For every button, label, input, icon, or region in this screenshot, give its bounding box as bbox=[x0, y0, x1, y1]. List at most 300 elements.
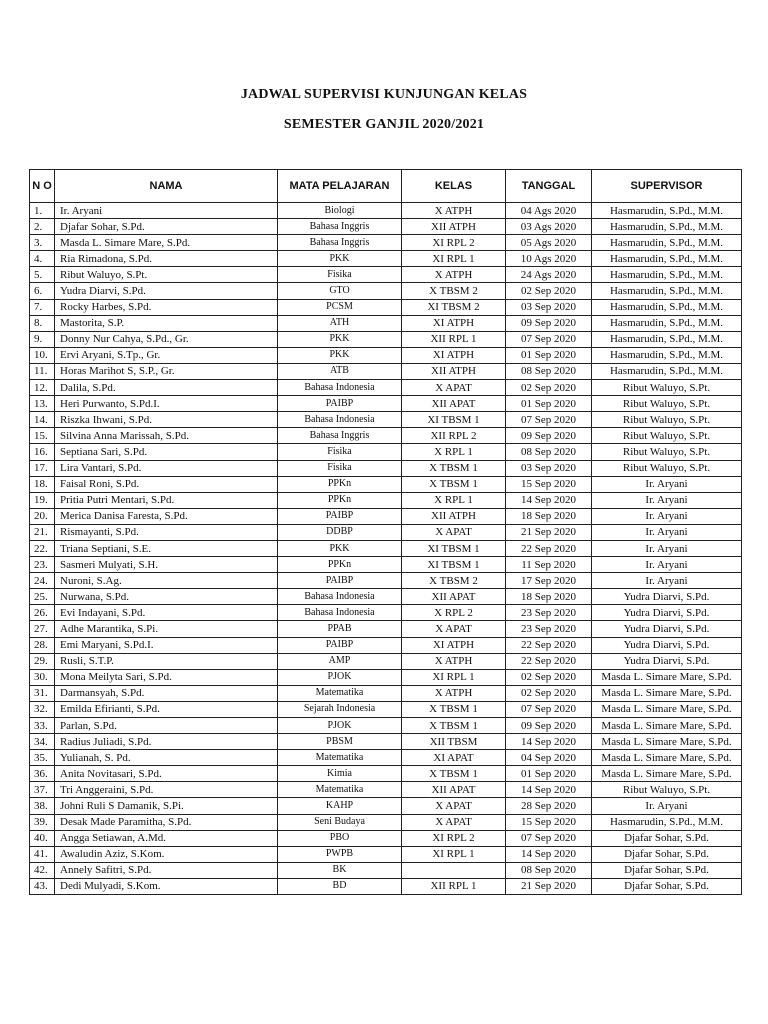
cell-kelas: XI TBSM 1 bbox=[402, 412, 506, 428]
table-body bbox=[30, 203, 742, 895]
cell-supervisor: Djafar Sohar, S.Pd. bbox=[592, 878, 742, 894]
cell-mata-pelajaran: PAIBP bbox=[278, 637, 402, 653]
cell-tanggal: 14 Sep 2020 bbox=[506, 734, 592, 750]
cell-mata-pelajaran: PJOK bbox=[278, 669, 402, 685]
table-row bbox=[30, 605, 742, 621]
table-row bbox=[30, 476, 742, 492]
cell-mata-pelajaran: PKK bbox=[278, 540, 402, 556]
cell-nama: Ir. Aryani bbox=[55, 203, 278, 219]
cell-supervisor: Hasmarudin, S.Pd., M.M. bbox=[592, 299, 742, 315]
cell-no: 5. bbox=[30, 267, 55, 283]
cell-supervisor: Hasmarudin, S.Pd., M.M. bbox=[592, 203, 742, 219]
cell-kelas: X APAT bbox=[402, 524, 506, 540]
header-supervisor: SUPERVISOR bbox=[592, 170, 742, 203]
cell-kelas: X APAT bbox=[402, 814, 506, 830]
cell-kelas: XII ATPH bbox=[402, 508, 506, 524]
cell-supervisor: Djafar Sohar, S.Pd. bbox=[592, 846, 742, 862]
cell-mata-pelajaran: BD bbox=[278, 878, 402, 894]
cell-mata-pelajaran: PPKn bbox=[278, 476, 402, 492]
cell-mata-pelajaran: Matematika bbox=[278, 750, 402, 766]
cell-kelas: X ATPH bbox=[402, 203, 506, 219]
table-row bbox=[30, 878, 742, 894]
table-row bbox=[30, 412, 742, 428]
table-row bbox=[30, 557, 742, 573]
cell-nama: Heri Purwanto, S.Pd.I. bbox=[55, 396, 278, 412]
cell-kelas: X TBSM 1 bbox=[402, 766, 506, 782]
cell-nama: Yulianah, S. Pd. bbox=[55, 750, 278, 766]
table-row bbox=[30, 299, 742, 315]
cell-supervisor: Yudra Diarvi, S.Pd. bbox=[592, 621, 742, 637]
cell-no: 3. bbox=[30, 235, 55, 251]
cell-supervisor: Masda L. Simare Mare, S.Pd. bbox=[592, 766, 742, 782]
cell-supervisor: Ribut Waluyo, S.Pt. bbox=[592, 782, 742, 798]
table-row bbox=[30, 685, 742, 701]
table-row bbox=[30, 315, 742, 331]
table-row bbox=[30, 540, 742, 556]
cell-supervisor: Masda L. Simare Mare, S.Pd. bbox=[592, 701, 742, 717]
cell-nama: Mona Meilyta Sari, S.Pd. bbox=[55, 669, 278, 685]
cell-supervisor: Hasmarudin, S.Pd., M.M. bbox=[592, 814, 742, 830]
table-row bbox=[30, 573, 742, 589]
cell-kelas: XI RPL 1 bbox=[402, 846, 506, 862]
table-row bbox=[30, 508, 742, 524]
cell-nama: Djafar Sohar, S.Pd. bbox=[55, 219, 278, 235]
cell-kelas bbox=[402, 862, 506, 878]
cell-nama: Ria Rimadona, S.Pd. bbox=[55, 251, 278, 267]
cell-nama: Dalila, S.Pd. bbox=[55, 380, 278, 396]
cell-mata-pelajaran: PAIBP bbox=[278, 396, 402, 412]
cell-no: 25. bbox=[30, 589, 55, 605]
cell-kelas: XI RPL 1 bbox=[402, 669, 506, 685]
cell-no: 23. bbox=[30, 557, 55, 573]
table-row bbox=[30, 235, 742, 251]
cell-no: 9. bbox=[30, 331, 55, 347]
cell-nama: Ervi Aryani, S.Tp., Gr. bbox=[55, 347, 278, 363]
cell-nama: Donny Nur Cahya, S.Pd., Gr. bbox=[55, 331, 278, 347]
cell-tanggal: 02 Sep 2020 bbox=[506, 283, 592, 299]
table-row bbox=[30, 734, 742, 750]
table-row bbox=[30, 766, 742, 782]
cell-nama: Darmansyah, S.Pd. bbox=[55, 685, 278, 701]
cell-nama: Desak Made Paramitha, S.Pd. bbox=[55, 814, 278, 830]
cell-no: 4. bbox=[30, 251, 55, 267]
cell-kelas: X APAT bbox=[402, 798, 506, 814]
cell-kelas: XI RPL 1 bbox=[402, 251, 506, 267]
table-row bbox=[30, 460, 742, 476]
table-row bbox=[30, 219, 742, 235]
cell-no: 26. bbox=[30, 605, 55, 621]
cell-supervisor: Ribut Waluyo, S.Pt. bbox=[592, 428, 742, 444]
cell-mata-pelajaran: PAIBP bbox=[278, 573, 402, 589]
cell-supervisor: Yudra Diarvi, S.Pd. bbox=[592, 605, 742, 621]
cell-nama: Nurwana, S.Pd. bbox=[55, 589, 278, 605]
cell-nama: Faisal Roni, S.Pd. bbox=[55, 476, 278, 492]
cell-nama: Pritia Putri Mentari, S.Pd. bbox=[55, 492, 278, 508]
table-row bbox=[30, 830, 742, 846]
cell-tanggal: 08 Sep 2020 bbox=[506, 862, 592, 878]
cell-mata-pelajaran: Bahasa Indonesia bbox=[278, 412, 402, 428]
cell-mata-pelajaran: Bahasa Indonesia bbox=[278, 589, 402, 605]
cell-nama: Emilda Efirianti, S.Pd. bbox=[55, 701, 278, 717]
cell-tanggal: 10 Ags 2020 bbox=[506, 251, 592, 267]
cell-nama: Ribut Waluyo, S.Pt. bbox=[55, 267, 278, 283]
table-row bbox=[30, 750, 742, 766]
cell-supervisor: Ir. Aryani bbox=[592, 573, 742, 589]
cell-tanggal: 02 Sep 2020 bbox=[506, 380, 592, 396]
cell-supervisor: Hasmarudin, S.Pd., M.M. bbox=[592, 267, 742, 283]
cell-no: 34. bbox=[30, 734, 55, 750]
cell-kelas: XI ATPH bbox=[402, 315, 506, 331]
cell-nama: Annely Safitri, S.Pd. bbox=[55, 862, 278, 878]
cell-no: 19. bbox=[30, 492, 55, 508]
cell-kelas: X APAT bbox=[402, 380, 506, 396]
table-row bbox=[30, 283, 742, 299]
cell-mata-pelajaran: GTO bbox=[278, 283, 402, 299]
table-row bbox=[30, 669, 742, 685]
cell-supervisor: Ir. Aryani bbox=[592, 524, 742, 540]
cell-tanggal: 09 Sep 2020 bbox=[506, 315, 592, 331]
cell-nama: Radius Juliadi, S.Pd. bbox=[55, 734, 278, 750]
cell-tanggal: 21 Sep 2020 bbox=[506, 878, 592, 894]
header-mata-pelajaran: MATA PELAJARAN bbox=[278, 170, 402, 203]
cell-tanggal: 07 Sep 2020 bbox=[506, 701, 592, 717]
cell-no: 2. bbox=[30, 219, 55, 235]
cell-tanggal: 15 Sep 2020 bbox=[506, 476, 592, 492]
cell-mata-pelajaran: Fisika bbox=[278, 460, 402, 476]
cell-tanggal: 03 Sep 2020 bbox=[506, 299, 592, 315]
cell-supervisor: Ribut Waluyo, S.Pt. bbox=[592, 412, 742, 428]
cell-mata-pelajaran: AMP bbox=[278, 653, 402, 669]
cell-no: 32. bbox=[30, 701, 55, 717]
cell-supervisor: Djafar Sohar, S.Pd. bbox=[592, 862, 742, 878]
cell-nama: Parlan, S.Pd. bbox=[55, 718, 278, 734]
cell-nama: Silvina Anna Marissah, S.Pd. bbox=[55, 428, 278, 444]
table-row bbox=[30, 814, 742, 830]
cell-mata-pelajaran: ATH bbox=[278, 315, 402, 331]
cell-kelas: XII RPL 2 bbox=[402, 428, 506, 444]
cell-nama: Septiana Sari, S.Pd. bbox=[55, 444, 278, 460]
cell-tanggal: 03 Ags 2020 bbox=[506, 219, 592, 235]
cell-kelas: XI RPL 2 bbox=[402, 830, 506, 846]
cell-no: 13. bbox=[30, 396, 55, 412]
cell-kelas: X RPL 1 bbox=[402, 492, 506, 508]
cell-mata-pelajaran: Bahasa Inggris bbox=[278, 219, 402, 235]
cell-no: 43. bbox=[30, 878, 55, 894]
cell-no: 29. bbox=[30, 653, 55, 669]
cell-mata-pelajaran: DDBP bbox=[278, 524, 402, 540]
cell-no: 14. bbox=[30, 412, 55, 428]
cell-tanggal: 23 Sep 2020 bbox=[506, 605, 592, 621]
cell-no: 24. bbox=[30, 573, 55, 589]
cell-kelas: XII APAT bbox=[402, 396, 506, 412]
supervision-schedule-table bbox=[29, 169, 742, 895]
cell-supervisor: Masda L. Simare Mare, S.Pd. bbox=[592, 669, 742, 685]
cell-nama: Mastorita, S.P. bbox=[55, 315, 278, 331]
cell-tanggal: 24 Ags 2020 bbox=[506, 267, 592, 283]
cell-mata-pelajaran: Sejarah Indonesia bbox=[278, 701, 402, 717]
cell-tanggal: 18 Sep 2020 bbox=[506, 508, 592, 524]
cell-no: 35. bbox=[30, 750, 55, 766]
cell-kelas: XI ATPH bbox=[402, 347, 506, 363]
cell-supervisor: Yudra Diarvi, S.Pd. bbox=[592, 637, 742, 653]
cell-nama: Rocky Harbes, S.Pd. bbox=[55, 299, 278, 315]
cell-tanggal: 07 Sep 2020 bbox=[506, 331, 592, 347]
cell-supervisor: Masda L. Simare Mare, S.Pd. bbox=[592, 685, 742, 701]
cell-nama: Masda L. Simare Mare, S.Pd. bbox=[55, 235, 278, 251]
cell-supervisor: Hasmarudin, S.Pd., M.M. bbox=[592, 251, 742, 267]
cell-nama: Tri Anggeraini, S.Pd. bbox=[55, 782, 278, 798]
cell-no: 42. bbox=[30, 862, 55, 878]
cell-supervisor: Hasmarudin, S.Pd., M.M. bbox=[592, 331, 742, 347]
cell-tanggal: 14 Sep 2020 bbox=[506, 846, 592, 862]
cell-kelas: XII RPL 1 bbox=[402, 331, 506, 347]
cell-no: 1. bbox=[30, 203, 55, 219]
cell-kelas: X TBSM 1 bbox=[402, 718, 506, 734]
table-row bbox=[30, 331, 742, 347]
cell-no: 22. bbox=[30, 540, 55, 556]
table-row bbox=[30, 621, 742, 637]
cell-mata-pelajaran: PWPB bbox=[278, 846, 402, 862]
cell-mata-pelajaran: PKK bbox=[278, 251, 402, 267]
cell-kelas: XII TBSM bbox=[402, 734, 506, 750]
cell-supervisor: Ir. Aryani bbox=[592, 508, 742, 524]
cell-mata-pelajaran: PPKn bbox=[278, 557, 402, 573]
table-row bbox=[30, 428, 742, 444]
cell-kelas: XI RPL 2 bbox=[402, 235, 506, 251]
cell-tanggal: 08 Sep 2020 bbox=[506, 363, 592, 379]
table-row bbox=[30, 701, 742, 717]
cell-mata-pelajaran: BK bbox=[278, 862, 402, 878]
cell-mata-pelajaran: Bahasa Inggris bbox=[278, 428, 402, 444]
cell-kelas: XII APAT bbox=[402, 589, 506, 605]
cell-tanggal: 03 Sep 2020 bbox=[506, 460, 592, 476]
cell-kelas: X ATPH bbox=[402, 653, 506, 669]
cell-tanggal: 14 Sep 2020 bbox=[506, 492, 592, 508]
cell-mata-pelajaran: PKK bbox=[278, 347, 402, 363]
cell-supervisor: Masda L. Simare Mare, S.Pd. bbox=[592, 734, 742, 750]
cell-tanggal: 22 Sep 2020 bbox=[506, 540, 592, 556]
cell-mata-pelajaran: PCSM bbox=[278, 299, 402, 315]
cell-tanggal: 07 Sep 2020 bbox=[506, 412, 592, 428]
cell-no: 41. bbox=[30, 846, 55, 862]
cell-tanggal: 11 Sep 2020 bbox=[506, 557, 592, 573]
cell-no: 30. bbox=[30, 669, 55, 685]
cell-mata-pelajaran: Kimia bbox=[278, 766, 402, 782]
cell-supervisor: Hasmarudin, S.Pd., M.M. bbox=[592, 283, 742, 299]
cell-nama: Horas Marihot S, S.P., Gr. bbox=[55, 363, 278, 379]
cell-tanggal: 28 Sep 2020 bbox=[506, 798, 592, 814]
cell-kelas: X TBSM 2 bbox=[402, 283, 506, 299]
cell-tanggal: 02 Sep 2020 bbox=[506, 669, 592, 685]
cell-tanggal: 07 Sep 2020 bbox=[506, 830, 592, 846]
table-row bbox=[30, 589, 742, 605]
table-row bbox=[30, 862, 742, 878]
cell-tanggal: 22 Sep 2020 bbox=[506, 653, 592, 669]
cell-supervisor: Yudra Diarvi, S.Pd. bbox=[592, 653, 742, 669]
cell-nama: Awaludin Aziz, S.Kom. bbox=[55, 846, 278, 862]
cell-nama: Rismayanti, S.Pd. bbox=[55, 524, 278, 540]
cell-kelas: X TBSM 1 bbox=[402, 476, 506, 492]
table-row bbox=[30, 524, 742, 540]
cell-nama: Lira Vantari, S.Pd. bbox=[55, 460, 278, 476]
cell-supervisor: Hasmarudin, S.Pd., M.M. bbox=[592, 315, 742, 331]
table-row bbox=[30, 798, 742, 814]
cell-nama: Sasmeri Mulyati, S.H. bbox=[55, 557, 278, 573]
cell-kelas: X RPL 2 bbox=[402, 605, 506, 621]
cell-no: 7. bbox=[30, 299, 55, 315]
cell-kelas: X TBSM 1 bbox=[402, 701, 506, 717]
cell-nama: Johni Ruli S Damanik, S.Pi. bbox=[55, 798, 278, 814]
cell-supervisor: Hasmarudin, S.Pd., M.M. bbox=[592, 347, 742, 363]
cell-mata-pelajaran: Bahasa Indonesia bbox=[278, 380, 402, 396]
cell-no: 21. bbox=[30, 524, 55, 540]
cell-mata-pelajaran: PPKn bbox=[278, 492, 402, 508]
cell-kelas: XII ATPH bbox=[402, 219, 506, 235]
cell-mata-pelajaran: Fisika bbox=[278, 267, 402, 283]
cell-supervisor: Ir. Aryani bbox=[592, 476, 742, 492]
cell-nama: Triana Septiani, S.E. bbox=[55, 540, 278, 556]
cell-nama: Anita Novitasari, S.Pd. bbox=[55, 766, 278, 782]
table-row bbox=[30, 782, 742, 798]
cell-supervisor: Ribut Waluyo, S.Pt. bbox=[592, 380, 742, 396]
table-row bbox=[30, 267, 742, 283]
cell-tanggal: 21 Sep 2020 bbox=[506, 524, 592, 540]
cell-kelas: X RPL 1 bbox=[402, 444, 506, 460]
table-row bbox=[30, 653, 742, 669]
table-row bbox=[30, 363, 742, 379]
cell-kelas: X TBSM 1 bbox=[402, 460, 506, 476]
document-title: JADWAL SUPERVISI KUNJUNGAN KELAS bbox=[240, 87, 528, 102]
cell-no: 20. bbox=[30, 508, 55, 524]
cell-mata-pelajaran: Bahasa Inggris bbox=[278, 235, 402, 251]
cell-no: 31. bbox=[30, 685, 55, 701]
cell-no: 39. bbox=[30, 814, 55, 830]
cell-kelas: X ATPH bbox=[402, 685, 506, 701]
cell-mata-pelajaran: Biologi bbox=[278, 203, 402, 219]
cell-tanggal: 18 Sep 2020 bbox=[506, 589, 592, 605]
cell-tanggal: 02 Sep 2020 bbox=[506, 685, 592, 701]
cell-tanggal: 05 Ags 2020 bbox=[506, 235, 592, 251]
cell-nama: Nuroni, S.Ag. bbox=[55, 573, 278, 589]
cell-mata-pelajaran: Bahasa Indonesia bbox=[278, 605, 402, 621]
table-row bbox=[30, 492, 742, 508]
cell-supervisor: Ir. Aryani bbox=[592, 798, 742, 814]
cell-mata-pelajaran: Matematika bbox=[278, 782, 402, 798]
cell-mata-pelajaran: PJOK bbox=[278, 718, 402, 734]
cell-mata-pelajaran: KAHP bbox=[278, 798, 402, 814]
document-subtitle: SEMESTER GANJIL 2020/2021 bbox=[283, 117, 485, 132]
cell-tanggal: 01 Sep 2020 bbox=[506, 347, 592, 363]
cell-nama: Yudra Diarvi, S.Pd. bbox=[55, 283, 278, 299]
cell-no: 36. bbox=[30, 766, 55, 782]
cell-no: 18. bbox=[30, 476, 55, 492]
table-row bbox=[30, 637, 742, 653]
cell-supervisor: Yudra Diarvi, S.Pd. bbox=[592, 589, 742, 605]
cell-mata-pelajaran: PBSM bbox=[278, 734, 402, 750]
cell-supervisor: Djafar Sohar, S.Pd. bbox=[592, 830, 742, 846]
cell-no: 10. bbox=[30, 347, 55, 363]
cell-no: 6. bbox=[30, 283, 55, 299]
cell-kelas: XII ATPH bbox=[402, 363, 506, 379]
header-tanggal: TANGGAL bbox=[506, 170, 592, 203]
cell-kelas: XI ATPH bbox=[402, 637, 506, 653]
cell-nama: Rusli, S.T.P. bbox=[55, 653, 278, 669]
table-row bbox=[30, 444, 742, 460]
cell-nama: Merica Danisa Faresta, S.Pd. bbox=[55, 508, 278, 524]
header-nama: NAMA bbox=[55, 170, 278, 203]
cell-supervisor: Ir. Aryani bbox=[592, 557, 742, 573]
cell-nama: Adhe Marantika, S.Pi. bbox=[55, 621, 278, 637]
cell-kelas: X TBSM 2 bbox=[402, 573, 506, 589]
cell-mata-pelajaran: PAIBP bbox=[278, 508, 402, 524]
cell-nama: Emi Maryani, S.Pd.I. bbox=[55, 637, 278, 653]
cell-mata-pelajaran: PKK bbox=[278, 331, 402, 347]
cell-supervisor: Hasmarudin, S.Pd., M.M. bbox=[592, 219, 742, 235]
cell-no: 27. bbox=[30, 621, 55, 637]
cell-tanggal: 08 Sep 2020 bbox=[506, 444, 592, 460]
cell-kelas: XII APAT bbox=[402, 782, 506, 798]
cell-supervisor: Masda L. Simare Mare, S.Pd. bbox=[592, 718, 742, 734]
cell-no: 17. bbox=[30, 460, 55, 476]
cell-kelas: XI TBSM 1 bbox=[402, 557, 506, 573]
cell-no: 16. bbox=[30, 444, 55, 460]
cell-supervisor: Ribut Waluyo, S.Pt. bbox=[592, 444, 742, 460]
cell-supervisor: Hasmarudin, S.Pd., M.M. bbox=[592, 235, 742, 251]
cell-mata-pelajaran: PPAB bbox=[278, 621, 402, 637]
cell-no: 40. bbox=[30, 830, 55, 846]
cell-no: 37. bbox=[30, 782, 55, 798]
cell-tanggal: 01 Sep 2020 bbox=[506, 766, 592, 782]
cell-mata-pelajaran: Matematika bbox=[278, 685, 402, 701]
table-row bbox=[30, 203, 742, 219]
cell-tanggal: 04 Sep 2020 bbox=[506, 750, 592, 766]
cell-tanggal: 09 Sep 2020 bbox=[506, 428, 592, 444]
cell-supervisor: Ribut Waluyo, S.Pt. bbox=[592, 396, 742, 412]
table-row bbox=[30, 380, 742, 396]
cell-tanggal: 01 Sep 2020 bbox=[506, 396, 592, 412]
cell-no: 15. bbox=[30, 428, 55, 444]
cell-tanggal: 23 Sep 2020 bbox=[506, 621, 592, 637]
cell-tanggal: 14 Sep 2020 bbox=[506, 782, 592, 798]
cell-tanggal: 15 Sep 2020 bbox=[506, 814, 592, 830]
cell-nama: Angga Setiawan, A.Md. bbox=[55, 830, 278, 846]
cell-tanggal: 09 Sep 2020 bbox=[506, 718, 592, 734]
header-no: N O bbox=[30, 170, 55, 203]
cell-kelas: XII RPL 1 bbox=[402, 878, 506, 894]
cell-mata-pelajaran: Fisika bbox=[278, 444, 402, 460]
table-row bbox=[30, 251, 742, 267]
cell-supervisor: Ir. Aryani bbox=[592, 540, 742, 556]
cell-no: 33. bbox=[30, 718, 55, 734]
cell-no: 12. bbox=[30, 380, 55, 396]
cell-mata-pelajaran: PBO bbox=[278, 830, 402, 846]
cell-no: 8. bbox=[30, 315, 55, 331]
table-row bbox=[30, 846, 742, 862]
cell-nama: Riszka Ihwani, S.Pd. bbox=[55, 412, 278, 428]
table-header bbox=[30, 170, 742, 203]
cell-supervisor: Hasmarudin, S.Pd., M.M. bbox=[592, 363, 742, 379]
header-kelas: KELAS bbox=[402, 170, 506, 203]
cell-mata-pelajaran: Seni Budaya bbox=[278, 814, 402, 830]
cell-kelas: XI APAT bbox=[402, 750, 506, 766]
cell-supervisor: Masda L. Simare Mare, S.Pd. bbox=[592, 750, 742, 766]
cell-kelas: XI TBSM 2 bbox=[402, 299, 506, 315]
table-row bbox=[30, 396, 742, 412]
cell-kelas: XI TBSM 1 bbox=[402, 540, 506, 556]
table-row bbox=[30, 347, 742, 363]
cell-no: 11. bbox=[30, 363, 55, 379]
cell-tanggal: 04 Ags 2020 bbox=[506, 203, 592, 219]
